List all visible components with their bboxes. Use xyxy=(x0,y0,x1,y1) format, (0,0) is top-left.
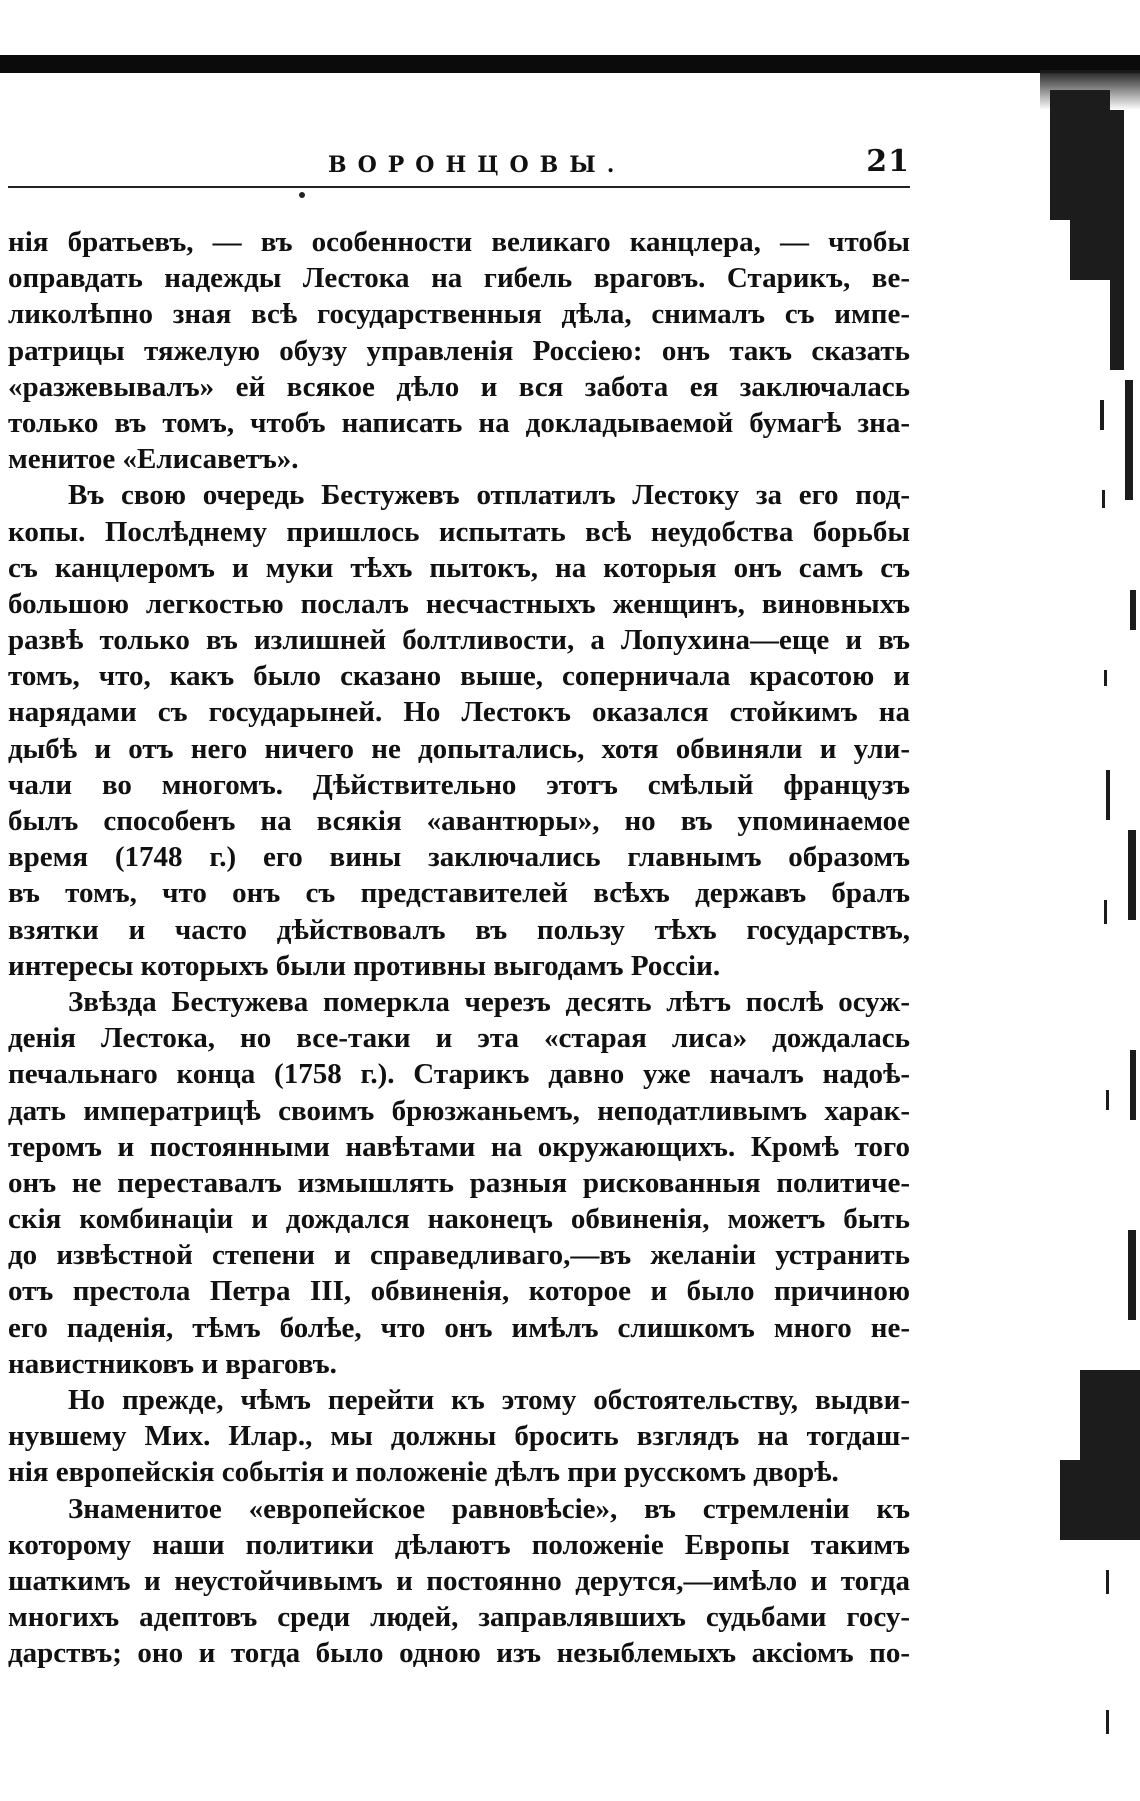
text-line: нувшему Мих. Илар., мы должны бросить взглядъ на тогдаш- xyxy=(8,1420,910,1453)
text-line: нарядами съ государыней. Но Лестокъ оказался стойкимъ на xyxy=(8,696,910,729)
body-text xyxy=(8,224,910,1672)
text-line: «разжевывалъ» ей всякое дѣло и вся забота ея заключалась xyxy=(8,370,910,403)
scan-speck xyxy=(1110,110,1124,370)
text-line: нія братьевъ, — въ особенности великаго канцлера, — чтобы xyxy=(8,226,910,258)
text-line: былъ способенъ на всякія «авантюры», но въ упоминаемое xyxy=(8,805,910,837)
text-line: чали во многомъ. Дѣйствительно этотъ смѣлый французъ xyxy=(8,768,910,801)
text-line: время (1748 г.) его вины заключались главнымъ образомъ xyxy=(8,841,910,874)
scan-speck xyxy=(1050,90,1110,220)
running-title: ВОРОНЦОВЫ. xyxy=(328,152,626,178)
scan-speck xyxy=(1128,1230,1136,1320)
header-rule-dot xyxy=(299,192,305,198)
scan-speck xyxy=(1100,400,1104,430)
text-line: интересы которыхъ были противны выгодамъ Россіи. xyxy=(8,949,721,982)
text-line: Въ свою очередь Бестужевъ отплатилъ Лестоку за его под- xyxy=(68,479,910,512)
scan-speck xyxy=(1104,900,1107,924)
text-line: до извѣстной степени и справедливаго,—въ желаніи устранить xyxy=(8,1239,910,1272)
text-line: его паденія, тѣмъ болѣе, что онъ имѣлъ слишкомъ много не- xyxy=(8,1311,910,1344)
text-line: скія комбинаціи и дождался наконецъ обвиненія, можетъ быть xyxy=(8,1203,910,1236)
scan-speck xyxy=(1106,1710,1109,1734)
text-line: дать императрицѣ своимъ брюзжаньемъ, неподатливымъ харак- xyxy=(8,1094,910,1127)
text-line: денія Лестока, но все-таки и эта «старая лиса» дождалась xyxy=(8,1022,910,1055)
scan-speck xyxy=(1130,1050,1136,1120)
text-line: менитое «Елисаветъ». xyxy=(8,443,299,476)
scan-speck xyxy=(1130,590,1136,630)
text-line: Звѣзда Бестужева померкла черезъ десять лѣтъ послѣ осуж- xyxy=(68,985,910,1018)
page-header xyxy=(8,142,910,190)
text-line: ликолѣпно зная всѣ государственныя дѣла, снималъ съ импе- xyxy=(8,298,910,331)
text-line: дыбѣ и отъ него ничего не допытались, хотя обвиняли и ули- xyxy=(8,732,910,765)
text-line: ратрицы тяжелую обузу управленія Россіею: онъ такъ сказать xyxy=(8,334,910,367)
scan-speck xyxy=(1070,220,1110,280)
text-line: Но прежде, чѣмъ перейти къ этому обстоятельству, выдви- xyxy=(68,1384,910,1416)
scan-speck xyxy=(1106,770,1110,820)
text-line: которому наши политики дѣлаютъ положеніе Европы такимъ xyxy=(8,1528,910,1561)
text-line: онъ не переставалъ измышлять разныя рискованныя политиче- xyxy=(8,1166,910,1199)
scan-speck xyxy=(1104,670,1107,686)
header-rule xyxy=(8,186,910,188)
text-line: Знаменитое «европейское равновѣсіе», въ стремленіи къ xyxy=(68,1492,910,1525)
scan-speck xyxy=(1128,830,1136,920)
text-line: оправдать надежды Лестока на гибель враговъ. Старикъ, ве- xyxy=(8,262,910,295)
scan-speck xyxy=(1125,380,1133,500)
scan-speck xyxy=(1080,1370,1140,1460)
text-line: отъ престола Петра III, обвиненія, которое и было причиною xyxy=(8,1275,910,1308)
text-line: развѣ только въ излишней болтливости, а Лопухина—еще и въ xyxy=(8,624,910,657)
text-line: только въ томъ, чтобъ написать на докладываемой бумагѣ зна- xyxy=(8,406,910,439)
top-black-band xyxy=(0,55,1140,73)
text-line: въ томъ, что онъ съ представителей всѣхъ державъ бралъ xyxy=(8,877,910,910)
text-line: взятки и часто дѣйствовалъ въ пользу тѣхъ государствъ, xyxy=(8,913,910,946)
text-line: теромъ и постоянными навѣтами на окружающихъ. Кромѣ того xyxy=(8,1130,910,1163)
scan-speck xyxy=(1060,1460,1140,1540)
text-line: съ канцлеромъ и муки тѣхъ пытокъ, на которыя онъ самъ съ xyxy=(8,551,910,584)
text-line: многихъ адептовъ среди людей, заправлявшихъ судьбами госу- xyxy=(8,1601,910,1634)
text-line: печальнаго конца (1758 г.). Старикъ давно уже началъ надоѣ- xyxy=(8,1058,910,1091)
text-line: большою легкостью послалъ несчастныхъ женщинъ, виновныхъ xyxy=(8,587,910,620)
text-line: нія европейскія событія и положеніе дѣлъ при русскомъ дворѣ. xyxy=(8,1456,839,1489)
text-line: томъ, что, какъ было сказано выше, соперничала красотою и xyxy=(8,660,910,693)
scan-speck xyxy=(1106,1570,1109,1594)
text-line: дарствъ; оно и тогда было одною изъ незыблемыхъ аксіомъ по- xyxy=(8,1637,910,1670)
scan-speck xyxy=(1102,490,1105,508)
text-line: навистниковъ и враговъ. xyxy=(8,1347,337,1380)
text-line: копы. Послѣднему пришлось испытать всѣ неудобства борьбы xyxy=(8,515,910,548)
scan-speck xyxy=(1106,1090,1109,1110)
text-line: шаткимъ и неустойчивымъ и постоянно дерутся,—имѣло и тогда xyxy=(8,1564,910,1597)
scan-margin-shadow xyxy=(1040,70,1140,1801)
page-number: 21 xyxy=(866,144,910,179)
